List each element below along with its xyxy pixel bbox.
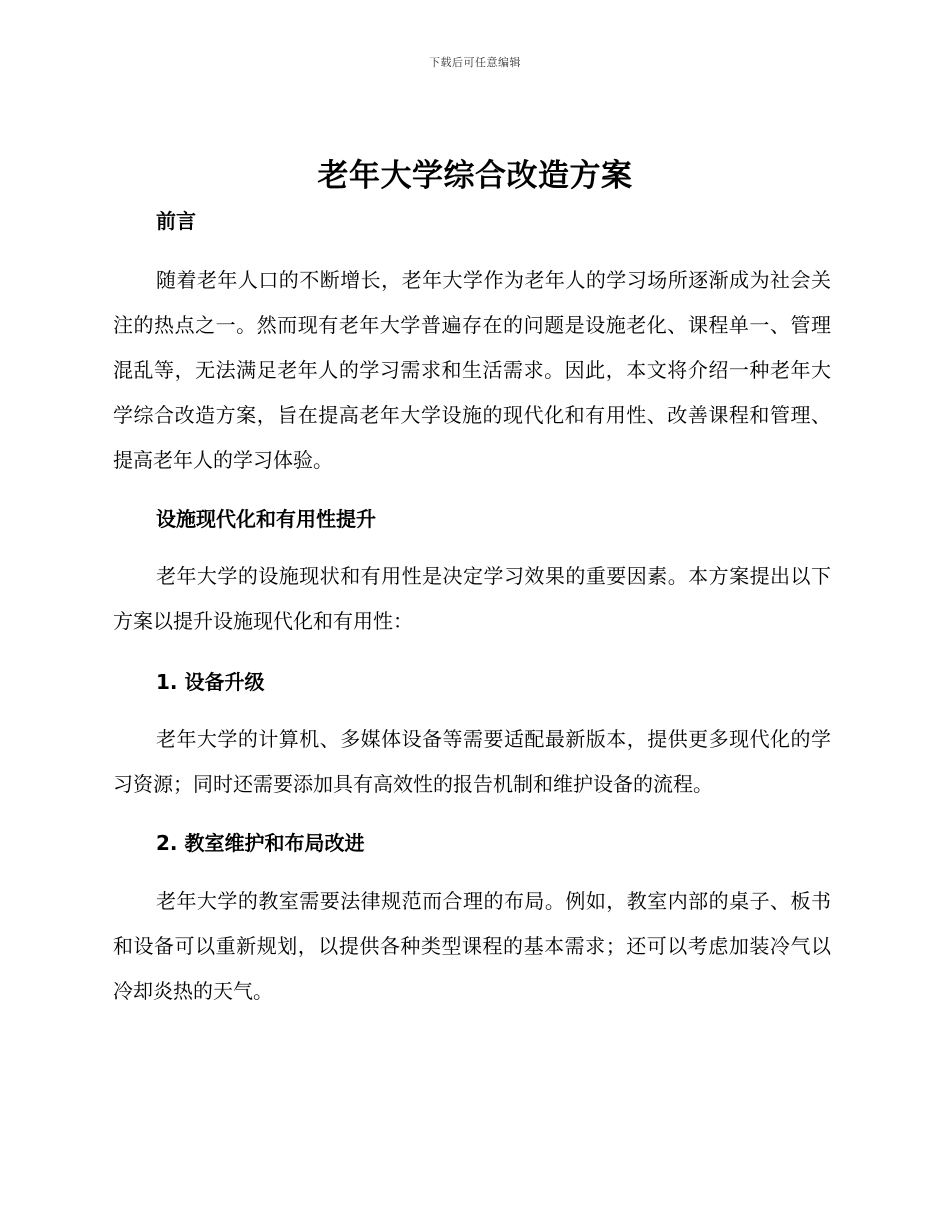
section-heading-equipment-upgrade: 1. 设备升级 — [156, 670, 265, 694]
section-paragraph-classroom-improvement: 老年大学的教室需要法律规范而合理的布局。例如，教室内部的桌子、板书和设备可以重新规划，以提供各种类型课程的基本需求；还可以考虑加装冷气以冷却炎热的天气。 — [113, 889, 831, 1003]
section-paragraph-equipment-upgrade: 老年大学的计算机、多媒体设备等需要适配最新版本，提供更多现代化的学习资源；同时还需要添加具有高效性的报告机制和维护设备的流程。 — [113, 727, 831, 796]
section-heading-classroom-improvement: 2. 教室维护和布局改进 — [156, 831, 365, 855]
section-paragraph-facility: 老年大学的设施现状和有用性是决定学习效果的重要因素。本方案提出以下方案以提升设施现代化和有用性： — [113, 564, 831, 633]
header-note: 下载后可任意编辑 — [429, 56, 521, 69]
document-title: 老年大学综合改造方案 — [317, 158, 633, 194]
section-heading-preface: 前言 — [156, 209, 196, 233]
section-paragraph-preface: 随着老年人口的不断增长，老年大学作为老年人的学习场所逐渐成为社会关注的热点之一。然而现有老年大学普遍存在的问题是设施老化、课程单一、管理混乱等，无法满足老年人的学习需求和生活需求。因此，本文将介绍一种老年大学综合改造方案，旨在提高老年大学设施的现代化和有用性、改善课程和管理、提高老年人的学习体验。 — [113, 268, 831, 472]
section-heading-facility: 设施现代化和有用性提升 — [156, 507, 376, 531]
document-body — [113, 206, 831, 1014]
